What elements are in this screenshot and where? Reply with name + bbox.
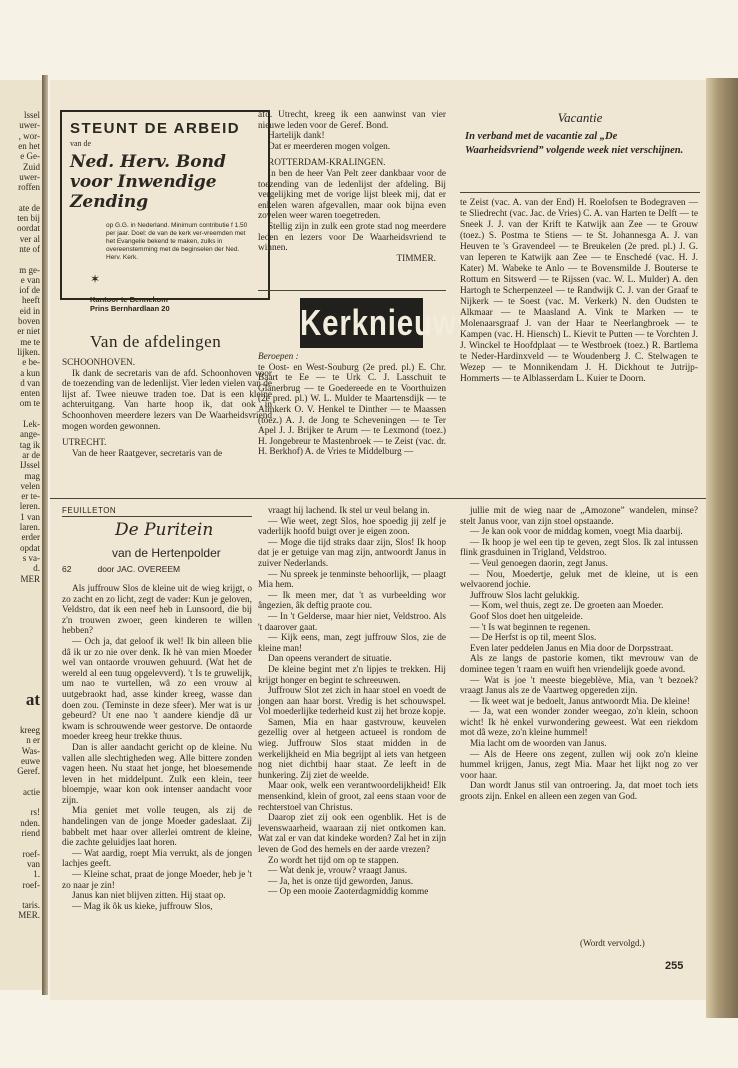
left-strip-fragment: enten xyxy=(20,388,40,399)
vacantie-title: Vacantie xyxy=(557,110,603,125)
paragraph: te Oost- en West-Souburg (2e pred. pl.) E. Chr. Baart te Ee — te Urk C. J. Lasschuit te Glanerbrug — te Goedereede en te Voorthuizen (2e pred. pl.) W. L. Mulder te Maartensdijk — te Almkerk O. V. Henkel te Dinther — te Maassen (toez.) A. J. de Jong te Scheveningen — te Ter Apel J. J. Brijker te Arum — te Lexmond (toez.) H. Jongebreur te Mastenbroek — te Zeist (vac. dr. H. Berkhof) A. de Vries te Middelburg — xyxy=(258,362,446,458)
left-strip-fragment: MER. xyxy=(18,910,40,921)
paragraph: Van de heer Raatgever, secretaris van de xyxy=(72,448,223,459)
paragraph: Mia geniet met volle teugen, als zij de handelingen van de jonge Moeder gadeslaat. Zij babbelt met haar over allerlei omtrent de kleine, die zachte geluidjes laat horen. xyxy=(62,806,252,849)
ad-star-icon: ✶ xyxy=(90,272,101,286)
left-strip-fragment: riend xyxy=(21,828,40,838)
left-strip-fragment: lssel xyxy=(23,110,40,120)
left-strip-fragment: d. xyxy=(33,563,40,574)
story-column-3 xyxy=(460,506,698,803)
left-strip-fragment: MER xyxy=(20,573,40,584)
paragraph: jullie mit de wieg naar de „Amozone” wandelen, minse? stelt Janus voor, van zijn stoel opstaande. xyxy=(460,506,698,527)
page-number: 255 xyxy=(665,960,684,972)
left-strip-fragment: tag ik xyxy=(19,439,40,450)
beroepen-label: Beroepen : xyxy=(258,352,299,362)
left-strip-fragment: iof de xyxy=(19,285,40,296)
left-strip-fragment: Was- xyxy=(21,745,40,756)
left-strip-fragment: er te- xyxy=(21,491,40,502)
left-strip-fragment: euwe xyxy=(21,755,40,766)
left-strip-fragment: ate de xyxy=(18,202,40,213)
divider xyxy=(460,192,700,193)
paragraph: — Wie weet, zegt Slos, hoe spoedig jij zelf je vaderlijk hoofd buigt over je eigen zoon. xyxy=(258,516,446,538)
paragraph: — Ik meen mer, dat 't as vurbeelding wor ângezien, âk deftig praote cou. xyxy=(258,590,446,612)
paragraph: — Nou, Moedertje, geluk met de kleine, ut is een welvaorend jochie. xyxy=(460,569,698,591)
kerknieuws-column xyxy=(258,352,446,458)
left-strip-fragment: Geref. xyxy=(17,766,40,777)
story-column-1 xyxy=(62,584,252,912)
paragraph: — Wat is joe 't meeste biegeblève, Mia, van 't bezoek? vraagt Janus als ze de Vaartweg opgereden zijn. xyxy=(460,675,698,697)
left-strip-fragment: er niet xyxy=(17,326,40,337)
left-strip-fragment: 1 van xyxy=(20,511,40,522)
paragraph: Even later peddelen Janus en Mia door de Dorpsstraat. xyxy=(470,643,674,654)
subheading-schoonhoven: SCHOONHOVEN. xyxy=(62,358,136,368)
left-strip-fragment: om te xyxy=(19,398,40,409)
left-strip-fragment: eid in xyxy=(19,305,40,316)
feuilleton-label: FEUILLETON xyxy=(62,506,117,515)
ad-sub: van de xyxy=(70,139,92,148)
paragraph: Dan wordt Janus stil van ontroering. Ja, dat moet toch iets groots zijn. Enkel en alleen een zegen van God. xyxy=(460,781,698,803)
paragraph: — In 't Gelderse, maar hier niet, Veldstroo. Als 't daarover gaat. xyxy=(258,611,446,633)
section-heading-afdelingen: Van de afdelingen xyxy=(90,332,222,351)
left-strip-fragment: leren. xyxy=(19,501,40,512)
left-strip-fragment: nte of xyxy=(19,243,40,254)
paragraph: — Moge die tijd straks daar zijn, Slos! Ik hoop dat je er getuige van mag zijn, antwoordt Janus in zuiver Nederlands. xyxy=(258,537,446,569)
paragraph: Mia lacht om de woorden van Janus. xyxy=(470,739,607,750)
paragraph: — Mag ik ôk us kieke, juffrouw Slos, xyxy=(72,901,213,912)
paragraph: — Kleine schat, praat de jonge Moeder, heb je 't zo naar je zin! xyxy=(62,870,252,891)
paragraph: Daarop ziet zij ook een ogenblik. Het is de levenswaarheid, waaraan zij niet ontkomen kan. Wat zal er van dat kindeke worden? Zal het in zijn leven de God des hemels en der aarde vrezen? xyxy=(258,813,446,855)
left-strip-fragment: me te xyxy=(20,336,40,347)
left-strip-fragment: e be- xyxy=(22,357,40,368)
left-strip-fragment: roef- xyxy=(22,848,40,859)
paragraph: — Op een mooie Zaoterdagmiddig komme xyxy=(268,887,429,898)
feuilleton-divider xyxy=(50,498,706,499)
left-strip-fragment: erder xyxy=(21,532,40,543)
paragraph: — Kijk eens, man, zegt juffrouw Slos, zie de kleine man! xyxy=(258,633,446,654)
left-strip-fragment: 1. xyxy=(33,869,40,880)
left-strip-fragment: boven xyxy=(18,316,40,326)
left-strip-fragment: oordat xyxy=(17,223,40,234)
paragraph: Maar ook, welk een verantwoordelijkheid! Elk mensenkind, klein of groot, zal eens staan voor de rechterstoel van Christus. xyxy=(258,781,446,813)
paragraph: Juffrouw Slot zet zich in haar stoel en voedt de jongen aan haar borst. Vredig is het schouwspel. Vol moederlijke tederheid kust zij het broze kopje. xyxy=(258,686,446,718)
paragraph: Stellig zijn in zulk een grote stad nog meerdere leden en lezers voor De Waarheidsvriend te winnen. xyxy=(258,221,446,254)
left-strip-fragment: nden. xyxy=(20,817,40,828)
paragraph: Dan opeens verandert de situatie. xyxy=(268,654,392,665)
afdelingen-column xyxy=(62,358,272,459)
vacantie-notice: In verband met de vacantie zal „De Waarheidsvriend” volgende week niet verschijnen. xyxy=(465,131,684,156)
left-strip-fragment: actie xyxy=(23,786,40,797)
ad-title: STEUNT DE ARBEID xyxy=(70,120,241,137)
kerknieuws-continued: te Zeist (vac. A. van der End) H. Roelofsen te Bodegraven — te Sliedrecht (vac. Jac. de Vries) C. A. van Harten te Delft — te Sneek J. J. van der Krift te Katwijk aan Zee — te Grouw (toez.) S. Postma te Stiens — te St. Johannesga A. J. van Heuven te 's Gravendeel — te Breukelen (2e pred. pl.) J. G. van Ieperen te Katwijk aan Zee — te Enschedé (vac. H. J. Kater) M. Wabeke te Anlo — te Bovensmilde J. Bouterse te Rottum en Sitswerd — te Rijssen (vac. W. L. Mulder) A. den Hartogh te Scherpenzeel — te Randwijk C. J. van der Graaf te Nijkerk — te Soest (vac. M. Verkerk) N. den Oudsten te Alkmaar — te Maasland A. Vink te Marken — te Molenaarsgraaf J. van der Haar te Neerlangbroek — te Kampen (vac. H. Hiensch) L. Kievit te Putten — te Vorchten J. J. Winckel te Hoofdplaat — te Westbroek (toez.) R. Bartlema te Neder-Hardinxveld — te Woudenberg J. C. Stelwagen te Wezep — te Monnikendam J. H. Dickhout te Jutrijp-Hommerts — te Alblasserdam L. Kuier te Doorn. xyxy=(460,198,698,384)
story-subtitle: van de Hertenpolder xyxy=(112,546,221,560)
story-author: 62 door JAC. OVEREEM xyxy=(62,564,181,574)
ad-organisation: Ned. Herv. Bond voor Inwendige Zending xyxy=(70,152,226,212)
left-strip-fragment: ver al xyxy=(19,233,40,244)
left-strip-fragment: n er xyxy=(26,735,40,746)
story-column-2 xyxy=(258,506,446,898)
left-strip-fragment: e van xyxy=(20,274,40,285)
left-strip-fragment: mag xyxy=(24,470,40,481)
left-strip-fragment: rs! xyxy=(30,807,40,818)
paragraph: — 't Is wat beginnen te regenen. xyxy=(470,622,591,633)
paragraph: afd. Utrecht, kreeg ik een aanwinst van vier nieuwe leden voor de Geref. Bond. xyxy=(258,110,446,131)
left-strip-fragment: e Ge- xyxy=(20,151,40,162)
paragraph: — Ja, wat een wonder zonder weegao, zo'n klein, schoon wicht! Ik hè enkel vurwondering geweest. Wat een riekdom mot dâ weze, zo'n kleine hummel! xyxy=(460,707,698,739)
left-strip-fragment: , wor- xyxy=(18,130,40,141)
ad-office: Kantoor te Bennekom Prins Bernhardlaan 20 xyxy=(90,295,170,313)
left-strip-fragment: m ge- xyxy=(19,264,40,275)
paragraph: Als juffrouw Slos de kleine uit de wieg krijgt, o zo zacht en zo licht, zegt de vader: Kun je geloven, Veldstro, dat ik een neef heb in Lunsoord, die bij z'n trouwen zwoer, geen kinderen te willen hebben? xyxy=(62,584,252,637)
paragraph: Ik dank de secretaris van de afd. Schoonhoven voor de toezending van de ledenlijst. Vier leden vielen van de lijst af. Twee nieuwe traden toe. Dat is een kleine achteruitgang. Van harte hoop ik, dat ook in Schoonhoven meerdere lezers van De Waarheidsvriend mogen worden gewonnen. xyxy=(62,368,272,432)
middle-column-top xyxy=(258,110,446,264)
paragraph: — Ja, het is onze tijd geworden, Janus. xyxy=(268,876,414,887)
left-strip-fragment: uwer- xyxy=(19,171,40,182)
left-strip-fragment: Lek- xyxy=(23,419,40,429)
paragraph: De kleine begint met z'n lipjes te trekken. Hij krijgt honger en begint te schreeuwen. xyxy=(258,664,446,686)
left-page-strip xyxy=(0,80,44,990)
left-strip-fragment: roffen xyxy=(18,182,40,193)
paragraph: — Veul genoegen daorin, zegt Janus. xyxy=(470,558,608,569)
left-strip-fragment: ar de xyxy=(22,449,40,460)
paragraph: Dat er meerderen mogen volgen. xyxy=(268,141,391,152)
paragraph: — Je kan ook voor de middag komen, voegt Mia daarbij. xyxy=(470,527,683,538)
divider xyxy=(62,516,252,517)
left-strip-fragment: kreeg xyxy=(20,725,40,735)
page-edge xyxy=(706,78,738,1018)
left-strip-fragment: ten bij xyxy=(17,213,40,223)
paragraph: Juffrouw Slos lacht gelukkig. xyxy=(470,590,580,601)
paragraph: — Wat denk je, vrouw? vraagt Janus. xyxy=(268,866,408,877)
paragraph: Hartelijk dank! xyxy=(268,131,325,142)
paragraph: — Nu spreek je tenminste behoorlijk, — plaagt Mia hem. xyxy=(258,569,446,591)
paragraph: — Och ja, dat geloof ik wel! Ik bin alleen blie dâ ik ur zo nie over denk. Ik hè van mien Moeder wel van ontaorde vrouwen gehuurd. (Wat het de wereld al een tuug opgelevverd). 't Is te gruwelijk, um nao te vurtellen, wâ zo een vrouw al uutgebraokt had, asse kinder kreeg, wasse dan doen zou. (Teminste in deze sfeer). Mer wat is ur gebeurd? Ut ene nao 't aandere kiendje dâ ur kwam is schrouwende weer gestorve. De ontaorde moeder kreeg heur trekke thuus. xyxy=(62,636,252,743)
paragraph: Als ze langs de pastorie komen, tikt mevrouw van de dominee tegen 't raam en wuift hen vriendelijk goede avond. xyxy=(460,654,698,675)
paragraph: — Ik weet wat je bedoelt, Janus antwoordt Mia. De kleine! xyxy=(470,696,690,707)
left-strip-fragment: IJssel xyxy=(20,460,40,471)
ad-info: op G.G. in Nederland. Minimum contributie f 1.50 per jaar. Doel: de van de kerk ver-vreemden met het Evangelie bekend te maken, zulks in overeenstemming met de beginselen der Ned. Herv. Kerk. xyxy=(106,222,248,261)
left-strip-fragment: a kun xyxy=(20,367,40,378)
advertisement-box xyxy=(60,110,270,313)
paragraph: — De Herfst is op til, meent Slos. xyxy=(470,633,597,644)
paragraph: Goof Slos doet hen uitgeleide. xyxy=(470,611,583,622)
left-strip-heading: at xyxy=(25,690,40,709)
left-strip-fragment: heeft xyxy=(22,295,40,306)
left-strip-fragment: Zuid xyxy=(23,161,40,172)
paragraph: Samen, Mia en haar gastvrouw, keuvelen gezellig over al hetgeen actueel is rondom de wieg. Juffrouw Slos staat midden in de werkelijkheid en Mia begrijpt al iets van hetgeen nog niet dichtbij haar staat. Ze leeft in de hunkering. Zij ziet de weelde. xyxy=(258,717,446,781)
paragraph: — Kom, wel thuis, zegt ze. De groeten aan Moeder. xyxy=(470,601,664,612)
left-strip-fragment: roef- xyxy=(22,879,40,890)
paragraph: — Ik hoop je wel een tip te geven, zegt Slos. Ik zal intussen flink grasduinen in Trigland, Veldstroo. xyxy=(460,537,698,559)
story-title: De Puritein xyxy=(115,520,214,540)
left-strip-fragment: d van xyxy=(20,377,40,388)
left-strip-fragment: ange- xyxy=(20,429,40,440)
left-strip-fragment: lijken. xyxy=(17,346,40,357)
left-strip-fragment: uwer- xyxy=(19,120,40,131)
left-strip-fragment: velen xyxy=(20,480,40,491)
left-strip-fragment: s va- xyxy=(22,552,40,563)
binding-gutter xyxy=(42,75,48,995)
signature: TIMMER. xyxy=(396,253,436,264)
left-strip-fragment: van xyxy=(27,858,40,869)
left-strip-fragment: laren. xyxy=(19,522,40,532)
paragraph: Zo wordt het tijd om op te stappen. xyxy=(268,855,399,866)
to-be-continued: (Wordt vervolgd.) xyxy=(580,938,645,948)
left-strip-fragment: en het xyxy=(18,140,40,151)
paragraph: — Als de Heere ons zegent, zullen wij ook zo'n kleine hummel krijgen, Janus, zegt Mia. Maar het lijkt nog zo ver voor haar. xyxy=(460,749,698,781)
paragraph: In ben de heer Van Pelt zeer dankbaar voor de toezending van de ledenlijst der afdeling. Bij vergelijking met de vorige lijst bleek mij, dat er enkelen waren afgevallen, maar ook bijna even zovelen weer waren toegetreden. xyxy=(258,168,446,222)
kerknieuws-heading: Kerknieuws xyxy=(300,298,423,348)
paragraph: Janus kan niet blijven zitten. Hij staat op. xyxy=(72,891,226,902)
subheading-utrecht: UTRECHT. xyxy=(62,438,107,449)
paragraph: vraagt hij lachend. Ik stel ur veul belang in. xyxy=(268,506,430,516)
paragraph: Dan is aller aandacht gericht op de kleine. Nu vallen alle slechtigheden weg. Alle bittere zonden vagen heen. Nu staat het jonge, het bloesemende leven in het middelpunt. Zulk een klein, teer bloempje, waar kon ook intenser aandacht voor zijn. xyxy=(62,742,252,806)
divider xyxy=(258,290,446,291)
subheading-rotterdam: ROTTERDAM-KRALINGEN. xyxy=(268,158,386,169)
paragraph: — Wat aardig, roept Mia verrukt, als de jongen lachjes geeft. xyxy=(62,848,252,870)
left-strip-fragment: taris. xyxy=(22,900,40,911)
left-strip-fragment: opdat xyxy=(20,542,40,553)
